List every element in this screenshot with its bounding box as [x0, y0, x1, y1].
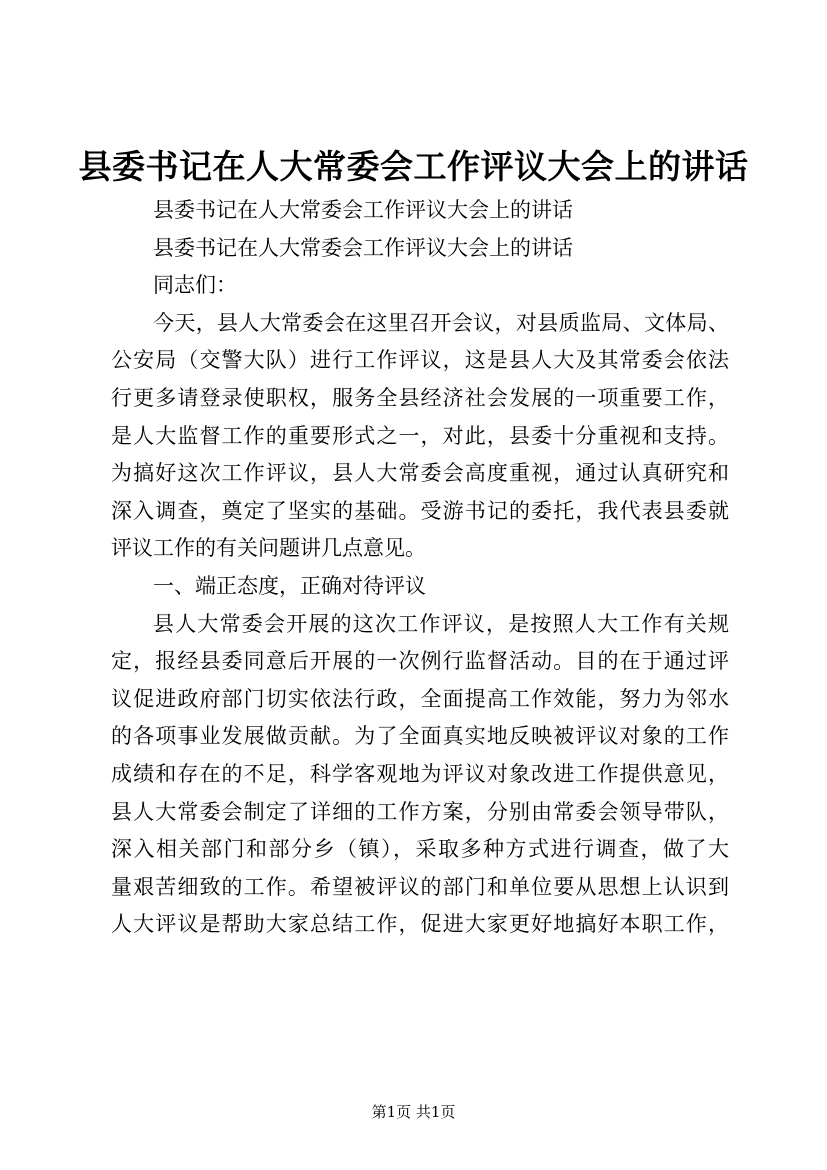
- section-heading: [111, 568, 729, 606]
- paragraph: [111, 305, 729, 568]
- text-line: 同志们：: [153, 273, 237, 298]
- text-line: 县委书记在人大常委会工作评议大会上的讲话: [153, 235, 573, 260]
- paragraph: [111, 230, 729, 268]
- text-line: 的各项事业发展做贡献。为了全面真实地反映被评议对象的工作: [111, 724, 729, 749]
- text-line: 人大评议是帮助大家总结工作，促进大家更好地搞好本职工作，: [111, 912, 729, 937]
- text-line: 公安局（交警大队）进行工作评议，这是县人大及其常委会依法: [111, 348, 729, 373]
- text-line: 定，报经县委同意后开展的一次例行监督活动。目的在于通过评: [111, 649, 729, 674]
- paragraph: [111, 192, 729, 230]
- page-number: 第1页 共1页: [371, 1103, 456, 1121]
- paragraph: [111, 606, 729, 944]
- text-line: 议促进政府部门切实依法行政，全面提高工作效能，努力为邻水: [111, 686, 729, 711]
- text-line: 量艰苦细致的工作。希望被评议的部门和单位要从思想上认识到: [111, 874, 729, 899]
- text-line: 为搞好这次工作评议，县人大常委会高度重视，通过认真研究和: [111, 461, 729, 486]
- text-line: 县人大常委会制定了详细的工作方案，分别由常委会领导带队，: [111, 799, 729, 824]
- paragraph: [111, 267, 729, 305]
- text-line: 成绩和存在的不足，科学客观地为评议对象改进工作提供意见，: [111, 761, 729, 786]
- text-line: 评议工作的有关问题讲几点意见。: [111, 536, 426, 561]
- text-line: 行更多请登录使职权，服务全县经济社会发展的一项重要工作，: [111, 385, 729, 410]
- text-line: 县人大常委会开展的这次工作评议，是按照人大工作有关规: [153, 611, 729, 636]
- document-title: 县委书记在人大常委会工作评议大会上的讲话: [78, 147, 749, 186]
- text-line: 是人大监督工作的重要形式之一，对此，县委十分重视和支持。: [111, 423, 729, 448]
- text-line: 一、端正态度，正确对待评议: [153, 573, 426, 598]
- text-line: 深入调查，奠定了坚实的基础。受游书记的委托，我代表县委就: [111, 498, 729, 523]
- document-body: [111, 192, 729, 944]
- text-line: 深入相关部门和部分乡（镇），采取多种方式进行调查，做了大: [111, 837, 729, 862]
- text-line: 县委书记在人大常委会工作评议大会上的讲话: [153, 198, 573, 222]
- text-line: 今天，县人大常委会在这里召开会议，对县质监局、文体局、: [153, 310, 729, 335]
